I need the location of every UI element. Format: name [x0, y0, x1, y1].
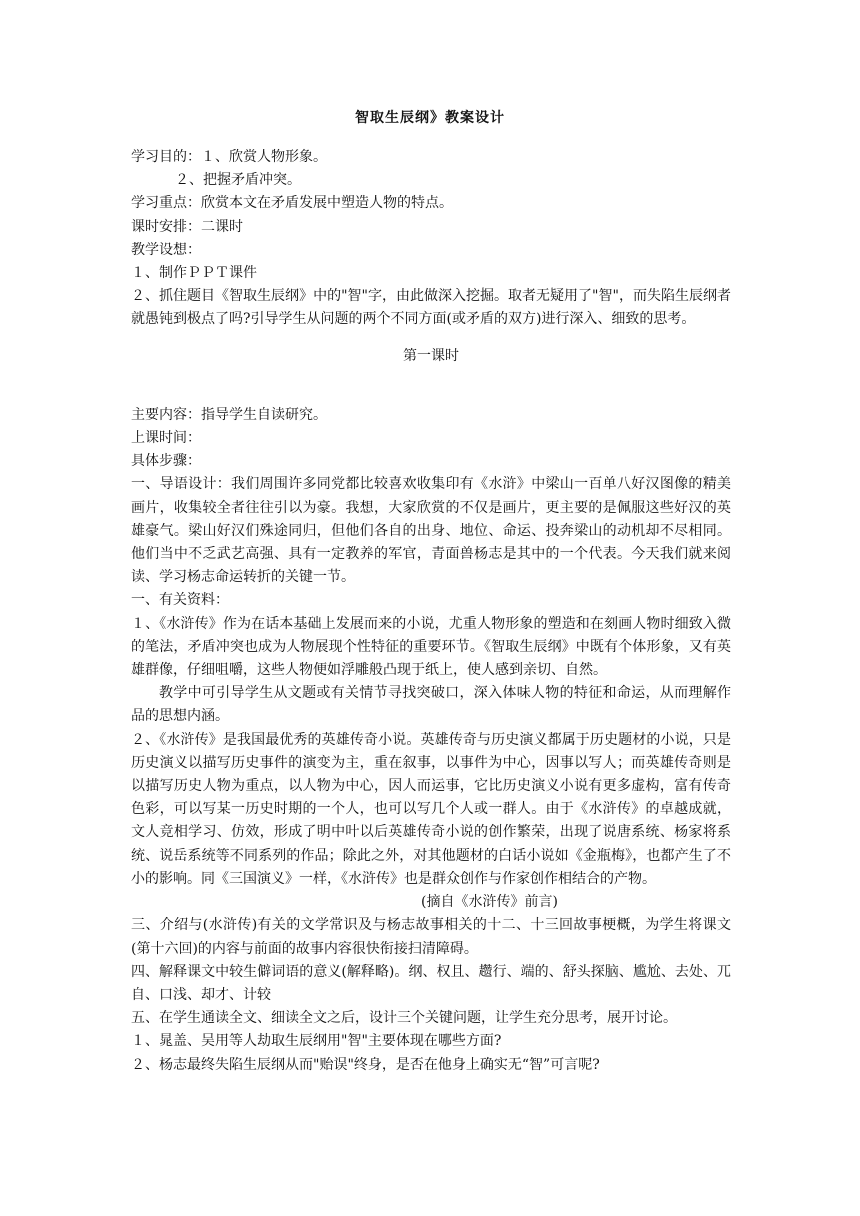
citation: (摘自《水浒传》前言)	[421, 894, 558, 911]
lesson-heading: 第一课时	[403, 347, 459, 364]
steps-heading: 具体步骤：	[131, 453, 201, 470]
teaching-idea-heading: 教学设想：	[131, 241, 201, 258]
question-2: ２、杨志最终失陷生辰纲从而"贻误"终身，是否在他身上确实无“智”可言呢?	[131, 1056, 600, 1073]
materials-heading: 一、有关资料：	[131, 592, 229, 609]
teaching-idea-2: ２、抓住题目《智取生辰纲》中的"智"字，由此做深入挖掘。取者无疑用了"智"，而失陷生辰纲者就愚钝到极点了吗?引导学生从问题的两个不同方面(或矛盾的双方)进行深入、细致的思考。	[131, 288, 731, 328]
learning-key-point: 学习重点：欣赏本文在矛盾发展中塑造人物的特点。	[131, 195, 453, 212]
intro-paragraph: 一、导语设计：我们周围许多同党都比较喜欢收集印有《水浒》中梁山一百单八好汉图像的精美画片，收集较全者往往引以为豪。我想，大家欣赏的不仅是画片，更主要的是佩服这些好汉的英雄豪气。梁山好汉们殊途同归，但他们各自的出身、地位、命运、投奔梁山的动机却不尽相同。他们当中不乏武艺高强、具有一定教养的军官，青面兽杨志是其中的一个代表。今天我们就来阅读、学习杨志命运转折的关键一节。	[131, 476, 731, 586]
step-3: 三、介绍与(水浒传)有关的文学常识及与杨志故事相关的十二、十三回故事梗概，为学生将课文(第十六回)的内容与前面的故事内容很快衔接扫清障碍。	[131, 917, 731, 957]
step-5: 五、在学生通读全文、细读全文之后，设计三个关键问题，让学生充分思考，展开讨论。	[131, 1010, 677, 1027]
learning-goal-2: ２、把握矛盾冲突。	[175, 172, 301, 189]
class-time: 上课时间：	[131, 430, 201, 447]
lesson-schedule: 课时安排：二课时	[131, 218, 243, 235]
teaching-idea-1: １、制作ＰＰＴ课件	[131, 265, 257, 282]
material-2: ２、《水浒传》是我国最优秀的英雄传奇小说。英雄传奇与历史演义都属于历史题材的小说，只是历史演义以描写历史事件的演变为主，重在叙事，以事件为中心，因事以写人；而英雄传奇则是以描写历史人物为重点，以人物为中心，因人而运事，它比历史演义小说有更多虚构，富有传奇色彩，可以写某一历史时期的一个人，也可以写几个人或一群人。由于《水浒传》的卓越成就，文人竞相学习、仿效，形成了明中叶以后英雄传奇小说的创作繁荣，出现了说唐系统、杨家将系统、说岳系统等不同系列的作品；除此之外，对其他题材的白话小说如《金瓶梅》，也都产生了不小的影响。同《三国演义》一样，《水浒传》也是群众创作与作家创作相结合的产物。	[131, 731, 731, 887]
learning-goal-1: 学习目的：１、欣赏人物形象。	[131, 149, 327, 165]
spacer	[131, 368, 731, 404]
material-1: １、《水浒传》作为在话本基础上发展而来的小说，尤重人物形象的塑造和在刻画人物时细致入微的笔法，矛盾冲突也成为人物展现个性特征的重要环节。《智取生辰纲》中既有个体形象，又有英雄群像，仔细咀嚼，这些人物便如浮雕般凸现于纸上，使人感到亲切、自然。	[131, 615, 731, 679]
document-body	[131, 146, 731, 1077]
step-4: 四、解释课文中较生僻词语的意义(解释略)。纲、权且、趱行、端的、舒头探脑、尴尬、去处、兀自、口浅、却才、计较	[131, 963, 731, 1003]
main-content: 主要内容：指导学生自读研究。	[131, 406, 327, 423]
question-1: １、晁盖、吴用等人劫取生辰纲用"智"主要体现在哪些方面?	[131, 1033, 502, 1050]
material-1-continued: 教学中可引导学生从文题或有关情节寻找突破口，深入体味人物的特征和命运，从而理解作品的思想内涵。	[131, 685, 731, 725]
spacer	[131, 332, 731, 345]
document-title: 智取生辰纲》教案设计	[355, 110, 505, 126]
